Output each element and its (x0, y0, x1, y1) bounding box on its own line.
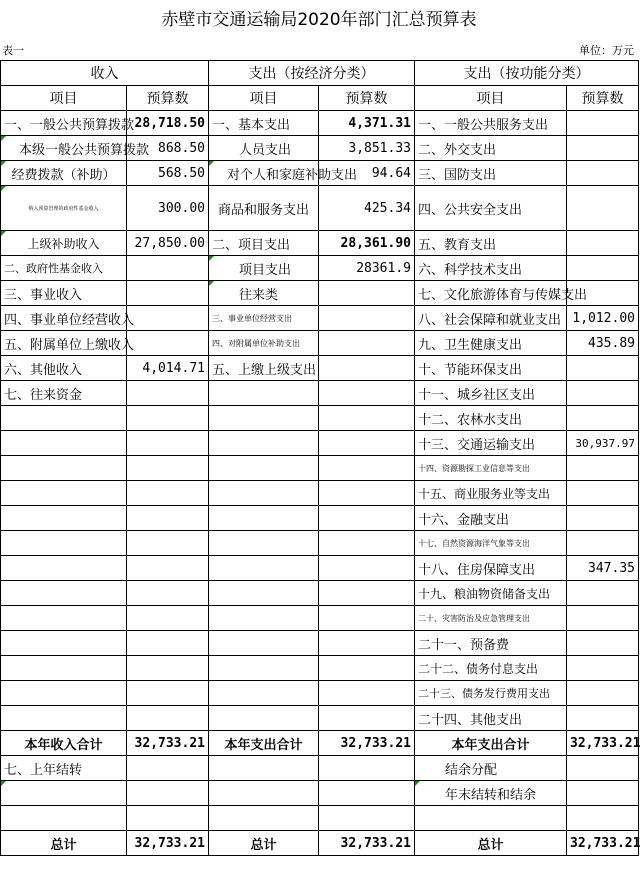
expense-func-value (567, 706, 639, 731)
income-label: 二、政府性基金收入 (1, 256, 127, 281)
expense-func-value (567, 631, 639, 656)
table-row (1, 581, 639, 606)
expense-func-label: 十九、粮油物资储备支出 (415, 581, 567, 606)
expense-func-label: 十五、商业服务业等支出 (415, 481, 567, 506)
func-total-value: 32,733.21 (567, 731, 639, 756)
expense-func-value: 347.35 (567, 556, 639, 581)
expense-func-value (567, 356, 639, 381)
expense-func-value (567, 281, 639, 306)
expense-econ-label: 人员支出 (209, 136, 319, 161)
expense-econ-value: 28,361.90 (319, 231, 415, 256)
table-row (1, 161, 639, 186)
income-value (127, 256, 209, 281)
grand-total-func-value: 32,733.21 (567, 831, 639, 856)
income-value: 300.00 (127, 186, 209, 231)
carry-row (1, 756, 639, 781)
table-row (1, 231, 639, 256)
income-label: 一、一般公共预算拨款 (1, 111, 127, 136)
expense-econ-value: 28361.9 (319, 256, 415, 281)
income-label: 纳入预算管理的政府性基金收入 (1, 186, 127, 231)
expense-func-label: 三、国防支出 (415, 161, 567, 186)
carry-income-label: 七、上年结转 (1, 756, 127, 781)
expense-func-value: 1,012.00 (567, 306, 639, 331)
table-row (1, 406, 639, 431)
income-label: 上级补助收入 (1, 231, 127, 256)
expense-func-value (567, 681, 639, 706)
column-header-row (1, 86, 639, 111)
income-label: 七、往来资金 (1, 381, 127, 406)
blank-row (1, 806, 639, 831)
expense-func-label: 十四、资源勘探工业信息等支出 (415, 456, 567, 481)
expense-func-label: 十三、交通运输支出 (415, 431, 567, 456)
income-label: 四、事业单位经营收入 (1, 306, 127, 331)
expense-func-label: 八、社会保障和就业支出 (415, 306, 567, 331)
section-expense-func: 支出（按功能分类） (415, 61, 639, 86)
income-label: 六、其他收入 (1, 356, 127, 381)
expense-func-label: 二十、灾害防治及应急管理支出 (415, 606, 567, 631)
expense-econ-value (319, 281, 415, 306)
col-item-econ: 项目 (209, 86, 319, 111)
expense-func-value (567, 186, 639, 231)
income-value (127, 331, 209, 356)
expense-econ-value: 4,371.31 (319, 111, 415, 136)
unit-label: 单位：万元 (579, 44, 634, 57)
section-expense-econ: 支出（按经济分类） (209, 61, 415, 86)
expense-func-label: 十二、农林水支出 (415, 406, 567, 431)
col-amount-func: 预算数 (567, 86, 639, 111)
expense-econ-label: 五、上缴上级支出 (209, 356, 319, 381)
income-value (127, 381, 209, 406)
table-row (1, 111, 639, 136)
expense-func-label: 十六、金融支出 (415, 506, 567, 531)
expense-func-value (567, 481, 639, 506)
expense-func-label: 十八、住房保障支出 (415, 556, 567, 581)
section-header-row (1, 61, 639, 86)
col-amount-income: 预算数 (127, 86, 209, 111)
expense-func-value (567, 581, 639, 606)
expense-func-label: 九、卫生健康支出 (415, 331, 567, 356)
table-row (1, 381, 639, 406)
expense-func-label: 二十三、债务发行费用支出 (415, 681, 567, 706)
expense-econ-label: 二、项目支出 (209, 231, 319, 256)
expense-func-value: 435.89 (567, 331, 639, 356)
expense-func-label: 十、节能环保支出 (415, 356, 567, 381)
expense-func-label: 十一、城乡社区支出 (415, 381, 567, 406)
table-row (1, 306, 639, 331)
income-value: 4,014.71 (127, 356, 209, 381)
expense-econ-label: 四、对附属单位补助支出 (209, 331, 319, 356)
expense-func-value: 30,937.97 (567, 431, 639, 456)
table-row (1, 556, 639, 581)
expense-func-value (567, 161, 639, 186)
expense-econ-value (319, 331, 415, 356)
table-row (1, 456, 639, 481)
grand-total-label-income: 总计 (1, 831, 127, 856)
expense-func-label: 六、科学技术支出 (415, 256, 567, 281)
grand-total-econ-value: 32,733.21 (319, 831, 415, 856)
table-row (1, 356, 639, 381)
table-row (1, 631, 639, 656)
table-row (1, 481, 639, 506)
income-value: 568.50 (127, 161, 209, 186)
expense-func-label: 一、一般公共服务支出 (415, 111, 567, 136)
expense-func-label: 二、外交支出 (415, 136, 567, 161)
expense-func-label: 二十一、预备费 (415, 631, 567, 656)
grand-total-label-func: 总计 (415, 831, 567, 856)
table-row (1, 331, 639, 356)
grand-total-income-value: 32,733.21 (127, 831, 209, 856)
table-row (1, 431, 639, 456)
expense-econ-value: 94.64 (319, 161, 415, 186)
col-item-func: 项目 (415, 86, 567, 111)
expense-func-value (567, 111, 639, 136)
func-total-label: 本年支出合计 (415, 731, 567, 756)
expense-func-value (567, 531, 639, 556)
econ-total-value: 32,733.21 (319, 731, 415, 756)
grand-total-label-econ: 总计 (209, 831, 319, 856)
expense-func-value (567, 231, 639, 256)
expense-func-label: 十七、自然资源海洋气象等支出 (415, 531, 567, 556)
income-value (127, 281, 209, 306)
expense-econ-label: 往来类 (209, 281, 319, 306)
table-row (1, 706, 639, 731)
expense-func-label: 五、教育支出 (415, 231, 567, 256)
income-label: 本级一般公共预算拨款 (1, 136, 127, 161)
expense-func-value (567, 406, 639, 431)
grand-total-row (1, 831, 639, 856)
expense-econ-label: 商品和服务支出 (209, 186, 319, 231)
table-row (1, 186, 639, 231)
expense-econ-value (319, 356, 415, 381)
carry-row (1, 781, 639, 806)
expense-econ-value: 3,851.33 (319, 136, 415, 161)
expense-econ-label: 三、事业单位经营支出 (209, 306, 319, 331)
expense-econ-label: 项目支出 (209, 256, 319, 281)
section-income: 收入 (1, 61, 209, 86)
expense-func-label: 二十二、债务付息支出 (415, 656, 567, 681)
expense-func-value (567, 506, 639, 531)
expense-econ-label: 一、基本支出 (209, 111, 319, 136)
income-total-value: 32,733.21 (127, 731, 209, 756)
col-item-income: 项目 (1, 86, 127, 111)
col-amount-econ: 预算数 (319, 86, 415, 111)
year-total-row (1, 731, 639, 756)
income-label: 三、事业收入 (1, 281, 127, 306)
expense-func-value (567, 456, 639, 481)
income-value: 28,718.50 (127, 111, 209, 136)
income-total-label: 本年收入合计 (1, 731, 127, 756)
income-value: 27,850.00 (127, 231, 209, 256)
table-row (1, 281, 639, 306)
expense-econ-label: 对个人和家庭补助支出 (209, 161, 319, 186)
table-row (1, 531, 639, 556)
expense-econ-value: 425.34 (319, 186, 415, 231)
budget-table (0, 60, 639, 856)
table-row (1, 606, 639, 631)
income-value (127, 306, 209, 331)
carry-func-label-1: 结余分配 (415, 756, 567, 781)
expense-func-value (567, 381, 639, 406)
table-row (1, 656, 639, 681)
table-number: 表一 (2, 44, 24, 57)
table-row (1, 506, 639, 531)
econ-total-label: 本年支出合计 (209, 731, 319, 756)
expense-func-label: 四、公共安全支出 (415, 186, 567, 231)
expense-econ-value (319, 306, 415, 331)
income-value: 868.50 (127, 136, 209, 161)
expense-func-value (567, 136, 639, 161)
table-row (1, 681, 639, 706)
table-row (1, 256, 639, 281)
page-title: 赤壁市交通运输局2020年部门汇总预算表 (161, 10, 477, 30)
expense-func-label: 二十四、其他支出 (415, 706, 567, 731)
income-label: 经费拨款（补助） (1, 161, 127, 186)
expense-func-value (567, 656, 639, 681)
table-row (1, 136, 639, 161)
carry-func-label-2: 年末结转和结余 (415, 781, 567, 806)
expense-func-value (567, 606, 639, 631)
income-label: 五、附属单位上缴收入 (1, 331, 127, 356)
expense-func-value (567, 256, 639, 281)
expense-func-label: 七、文化旅游体育与传媒支出 (415, 281, 567, 306)
